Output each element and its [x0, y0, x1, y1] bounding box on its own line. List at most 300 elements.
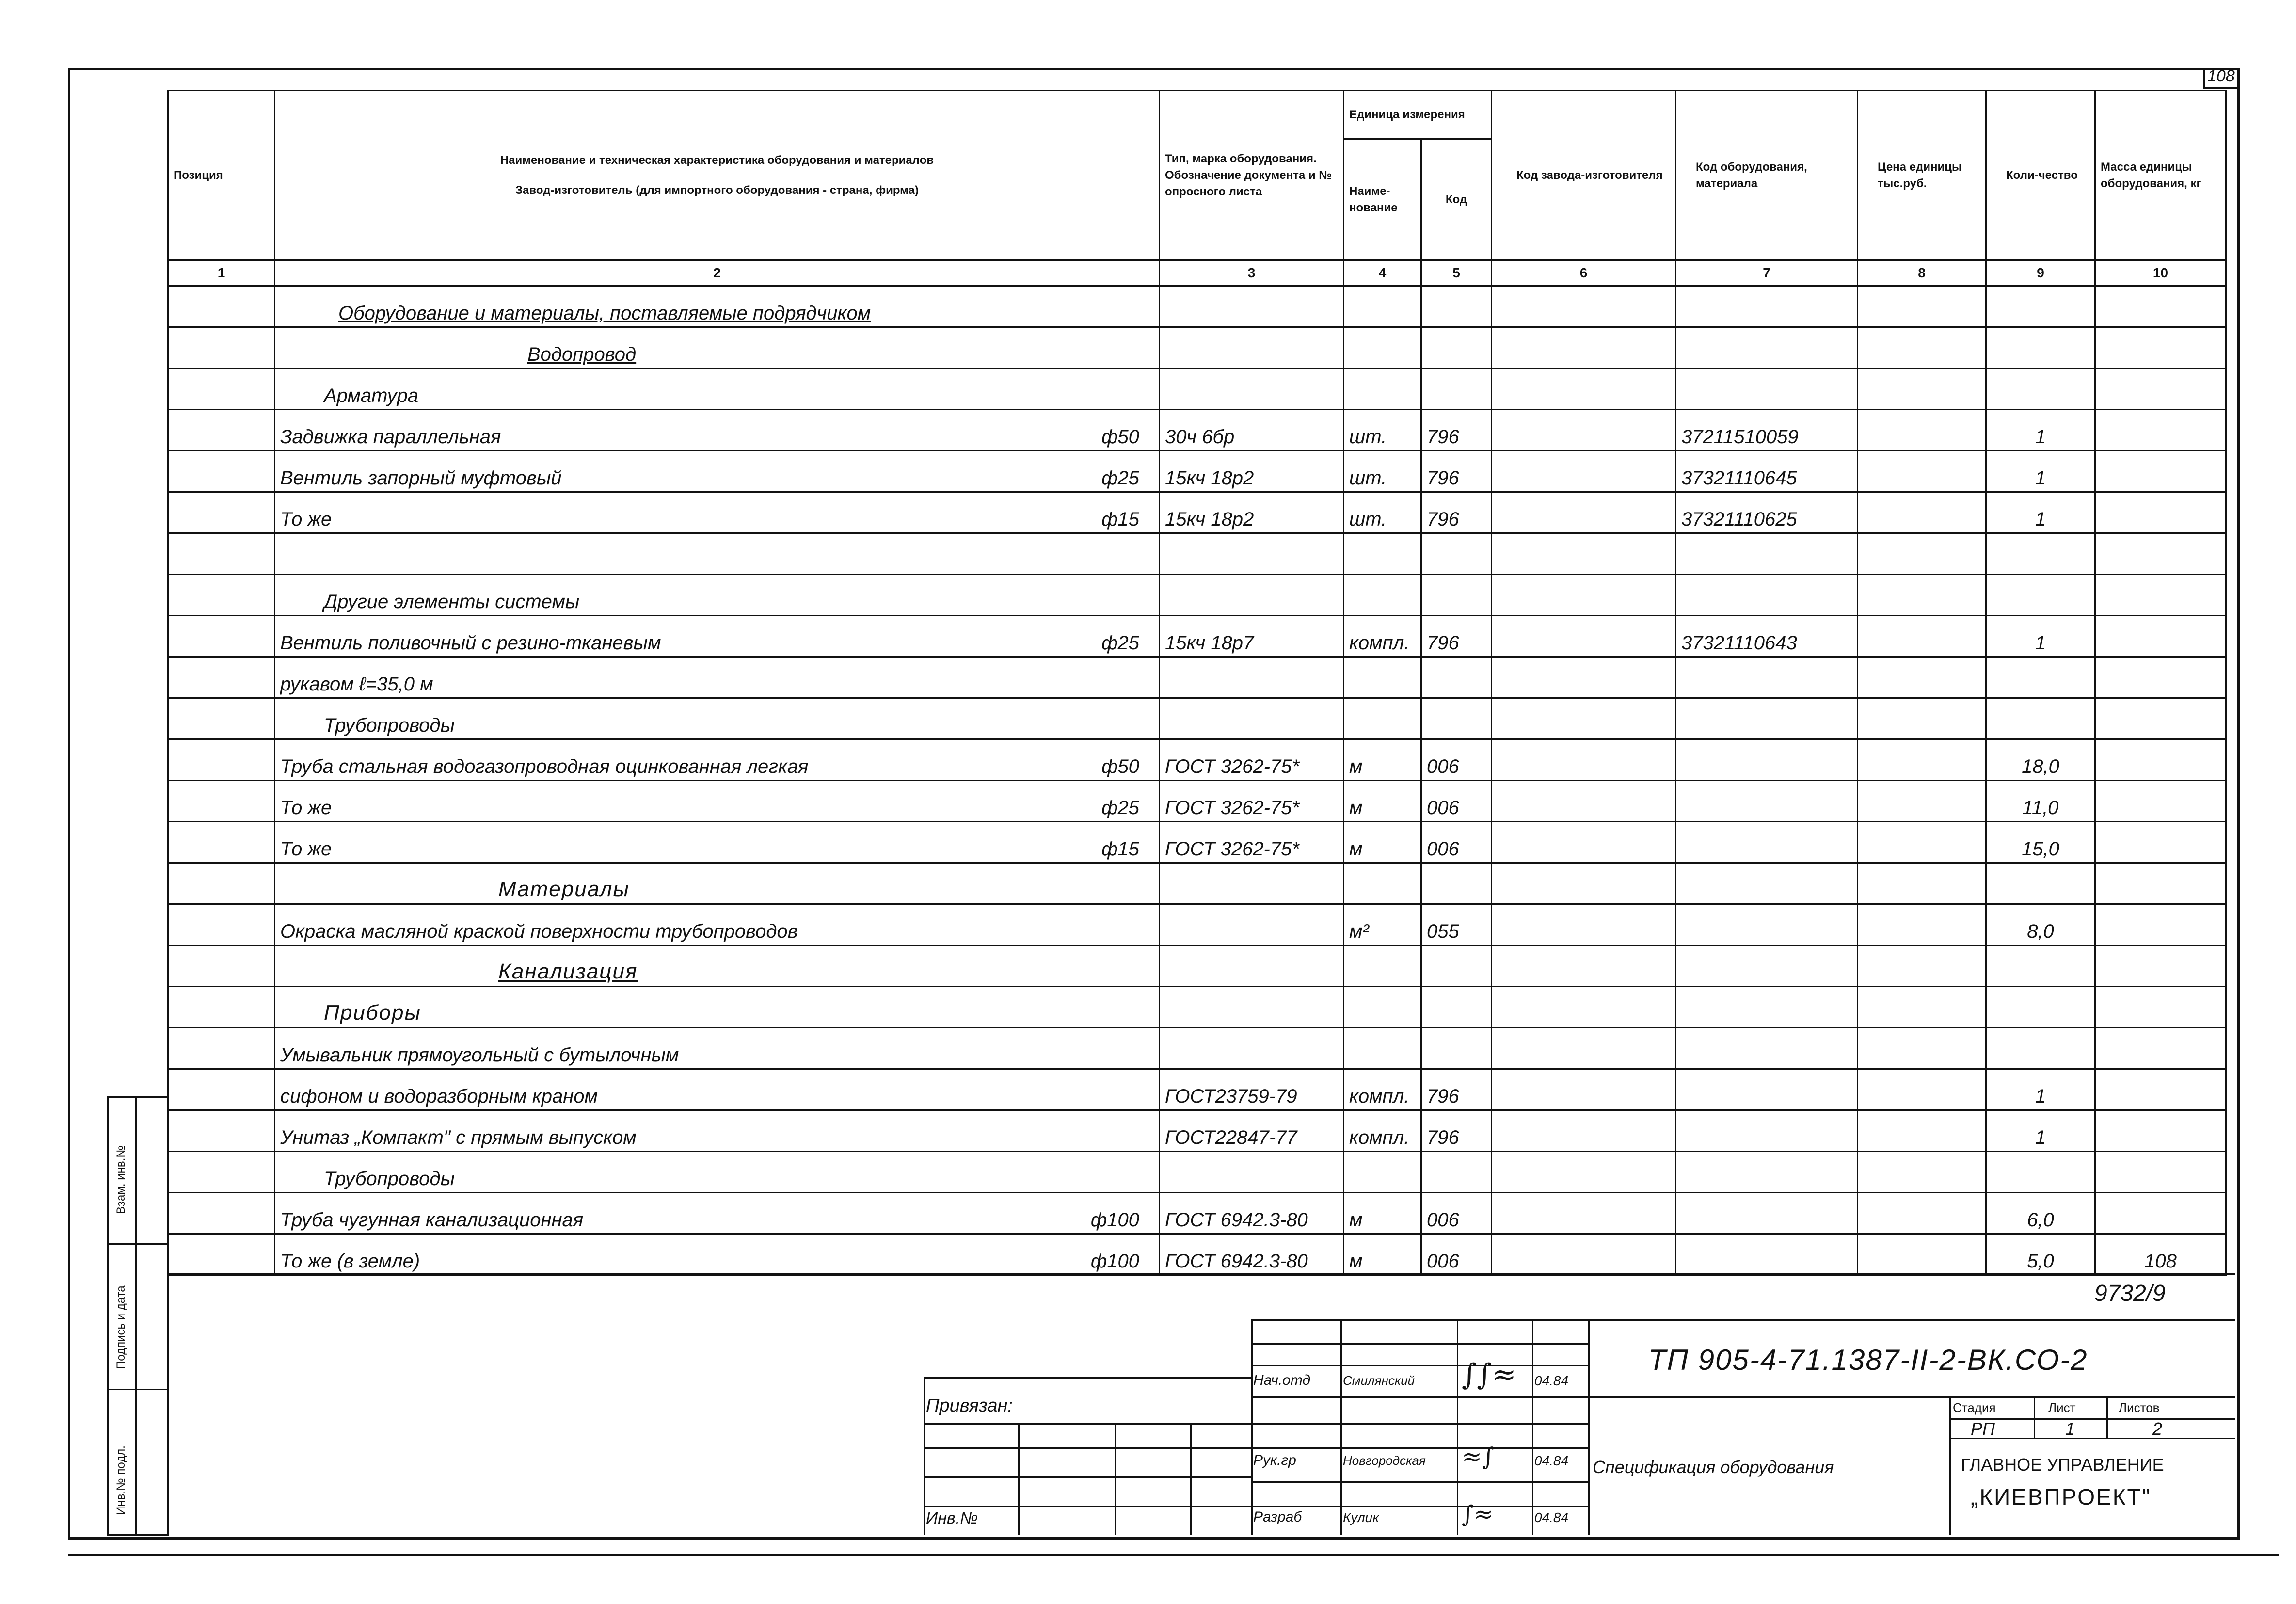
cell-unit [1344, 987, 1421, 1028]
cell-name [275, 781, 1160, 822]
cell-unit: м [1344, 739, 1421, 781]
cell-type: 15кч 18р2 [1160, 492, 1344, 533]
table-row [168, 616, 2226, 657]
sheet-title: Спецификация оборудования [1593, 1457, 1834, 1477]
inventory-label: Инв.№ [926, 1509, 978, 1527]
cell-mass [2095, 369, 2226, 410]
item-diameter: ф25 [1101, 467, 1139, 489]
cell-type [1160, 946, 1344, 987]
cell-price [1858, 1110, 1986, 1152]
cell-type: 15кч 18р7 [1160, 616, 1344, 657]
item-diameter: ф25 [1101, 632, 1139, 654]
table-row [168, 1069, 2226, 1110]
cell-price [1858, 492, 1986, 533]
item-name: Арматура [324, 385, 419, 406]
cell-price [1858, 698, 1986, 739]
cell-type [1160, 1028, 1344, 1069]
column-number: 3 [1160, 260, 1344, 286]
cell-position [168, 781, 275, 822]
cell-type [1160, 698, 1344, 739]
cell-position [168, 1110, 275, 1152]
cell-position [168, 1069, 275, 1110]
side-stamp-signature: Подпись и дата [114, 1285, 128, 1369]
item-name: Вентиль поливочный с резино-тканевым [280, 632, 661, 654]
cell-price [1858, 1152, 1986, 1193]
column-number: 1 [168, 260, 275, 286]
cell-unit: м [1344, 781, 1421, 822]
cell-price [1858, 822, 1986, 863]
cell-price [1858, 781, 1986, 822]
cell-name [275, 1110, 1160, 1152]
header-unit-code: Код [1421, 139, 1492, 260]
cell-mfr [1492, 369, 1676, 410]
cell-position [168, 1234, 275, 1275]
cell-name [275, 451, 1160, 492]
cell-mass [2095, 904, 2226, 946]
cell-name [275, 739, 1160, 781]
cell-matcode: 37211510059 [1676, 410, 1858, 451]
archive-number: 9732/9 [2094, 1281, 2166, 1306]
cell-unit [1344, 698, 1421, 739]
header-material-code: Код оборудования, материала [1676, 91, 1858, 260]
cell-qty: 11,0 [1986, 781, 2095, 822]
cell-mfr [1492, 575, 1676, 616]
side-stamp-vzam: Взам. инв.№ [114, 1145, 128, 1214]
cell-type: 15кч 18р2 [1160, 451, 1344, 492]
cell-qty [1986, 657, 2095, 698]
cell-code: 055 [1421, 904, 1492, 946]
cell-mass: 108 [2095, 1234, 2226, 1275]
cell-type: ГОСТ 3262-75* [1160, 781, 1344, 822]
item-diameter: ф100 [1090, 1251, 1139, 1272]
cell-mass [2095, 451, 2226, 492]
cell-code: 006 [1421, 781, 1492, 822]
item-name: Труба чугунная канализационная [280, 1209, 584, 1231]
cell-code [1421, 1028, 1492, 1069]
header-mfr-code: Код завода-изготовителя [1492, 91, 1676, 260]
cell-qty: 18,0 [1986, 739, 2095, 781]
cell-code [1421, 1152, 1492, 1193]
cell-type: ГОСТ 6942.3-80 [1160, 1234, 1344, 1275]
cell-mass [2095, 1152, 2226, 1193]
cell-code [1421, 286, 1492, 327]
cell-price [1858, 739, 1986, 781]
table-row [168, 1110, 2226, 1152]
cell-mass [2095, 946, 2226, 987]
cell-price [1858, 1028, 1986, 1069]
cell-matcode [1676, 327, 1858, 369]
side-stamp-inventory: Инв.№ подл. [114, 1445, 128, 1515]
cell-position [168, 533, 275, 575]
date-author: 04.84 [1534, 1510, 1569, 1525]
cell-matcode [1676, 987, 1858, 1028]
cell-price [1858, 863, 1986, 904]
cell-mfr [1492, 616, 1676, 657]
cell-matcode [1676, 863, 1858, 904]
cell-mfr [1492, 1028, 1676, 1069]
cell-matcode: 37321110645 [1676, 451, 1858, 492]
cell-name [275, 492, 1160, 533]
cell-unit: компл. [1344, 1110, 1421, 1152]
cell-mfr [1492, 286, 1676, 327]
cell-mfr [1492, 946, 1676, 987]
cell-unit [1344, 1152, 1421, 1193]
cell-unit: шт. [1344, 410, 1421, 451]
cell-code [1421, 533, 1492, 575]
cell-price [1858, 904, 1986, 946]
cell-name [275, 369, 1160, 410]
cell-mfr [1492, 327, 1676, 369]
organization-line2: „КИЕВПРОЕКТ" [1971, 1484, 2152, 1509]
sheet-number: 108 [2207, 67, 2235, 85]
cell-matcode [1676, 369, 1858, 410]
header-mass: Масса единицы оборудования, кг [2095, 91, 2226, 260]
date-group: 04.84 [1534, 1453, 1569, 1468]
cell-position [168, 451, 275, 492]
cell-mass [2095, 1069, 2226, 1110]
table-row [168, 327, 2226, 369]
cell-name [275, 946, 1160, 987]
cell-price [1858, 1234, 1986, 1275]
cell-name [275, 1028, 1160, 1069]
column-numbers-row [168, 260, 2226, 286]
column-number: 8 [1858, 260, 1986, 286]
item-diameter: ф25 [1101, 797, 1139, 818]
cell-mass [2095, 533, 2226, 575]
cell-mass [2095, 739, 2226, 781]
signature-group: ≈∫ [1462, 1443, 1495, 1471]
cell-mfr [1492, 987, 1676, 1028]
cell-matcode [1676, 657, 1858, 698]
cell-mfr [1492, 904, 1676, 946]
cell-price [1858, 1193, 1986, 1234]
cell-unit: компл. [1344, 1069, 1421, 1110]
table-row [168, 533, 2226, 575]
cell-matcode [1676, 1069, 1858, 1110]
cell-unit [1344, 533, 1421, 575]
cell-position [168, 739, 275, 781]
table-row [168, 904, 2226, 946]
cell-unit [1344, 327, 1421, 369]
organization-line1: ГЛАВНОЕ УПРАВЛЕНИЕ [1961, 1455, 2164, 1475]
cell-name [275, 286, 1160, 327]
table-header [168, 91, 2226, 286]
cell-qty [1986, 575, 2095, 616]
table-row [168, 781, 2226, 822]
cell-mfr [1492, 739, 1676, 781]
cell-qty: 1 [1986, 1110, 2095, 1152]
cell-price [1858, 657, 1986, 698]
cell-unit [1344, 657, 1421, 698]
cell-qty [1986, 1028, 2095, 1069]
cell-type [1160, 987, 1344, 1028]
cell-name [275, 616, 1160, 657]
cell-mfr [1492, 1110, 1676, 1152]
item-name: Вентиль запорный муфтовый [280, 467, 562, 489]
item-name: сифоном и водоразборным краном [280, 1086, 598, 1107]
cell-type: ГОСТ23759-79 [1160, 1069, 1344, 1110]
cell-position [168, 327, 275, 369]
cell-code [1421, 369, 1492, 410]
item-diameter: ф50 [1101, 756, 1139, 777]
cell-type: ГОСТ22847-77 [1160, 1110, 1344, 1152]
cell-position [168, 369, 275, 410]
column-number: 5 [1421, 260, 1492, 286]
cell-mass [2095, 657, 2226, 698]
cell-qty: 6,0 [1986, 1193, 2095, 1234]
item-diameter: ф100 [1090, 1209, 1139, 1231]
cell-code: 006 [1421, 1193, 1492, 1234]
sheet-label: Лист [2048, 1400, 2076, 1415]
cell-qty: 8,0 [1986, 904, 2095, 946]
cell-mass [2095, 1028, 2226, 1069]
specification-table [167, 90, 2227, 1276]
cell-qty [1986, 1152, 2095, 1193]
column-number: 6 [1492, 260, 1676, 286]
column-number: 2 [275, 260, 1160, 286]
header-type: Тип, марка оборудования. Обозначение документа и № опросного листа [1160, 91, 1344, 260]
column-number: 9 [1986, 260, 2095, 286]
cell-code: 796 [1421, 1069, 1492, 1110]
cell-matcode [1676, 904, 1858, 946]
cell-qty: 15,0 [1986, 822, 2095, 863]
table-row [168, 492, 2226, 533]
cell-mass [2095, 822, 2226, 863]
table-row [168, 369, 2226, 410]
cell-position [168, 822, 275, 863]
cell-mfr [1492, 533, 1676, 575]
cell-position [168, 657, 275, 698]
table-row [168, 657, 2226, 698]
item-name: То же (в земле) [280, 1251, 420, 1272]
cell-qty: 1 [1986, 1069, 2095, 1110]
cell-matcode: 37321110625 [1676, 492, 1858, 533]
table-row [168, 698, 2226, 739]
cell-price [1858, 369, 1986, 410]
table-row [168, 451, 2226, 492]
cell-code: 796 [1421, 410, 1492, 451]
cell-unit [1344, 286, 1421, 327]
cell-matcode [1676, 533, 1858, 575]
header-name [275, 91, 1160, 260]
cell-unit: м [1344, 822, 1421, 863]
signature-head: ∫∫≈ [1462, 1358, 1516, 1392]
sheet-value: 1 [2065, 1419, 2075, 1439]
column-number: 7 [1676, 260, 1858, 286]
cell-code: 796 [1421, 492, 1492, 533]
cell-name [275, 410, 1160, 451]
table-row [168, 987, 2226, 1028]
cell-type [1160, 863, 1344, 904]
cell-unit: м [1344, 1234, 1421, 1275]
item-name: рукавом ℓ=35,0 м [280, 674, 433, 695]
cell-code [1421, 863, 1492, 904]
cell-code: 006 [1421, 739, 1492, 781]
cell-mfr [1492, 863, 1676, 904]
cell-position [168, 863, 275, 904]
column-number: 4 [1344, 260, 1421, 286]
cell-mass [2095, 492, 2226, 533]
column-number: 10 [2095, 260, 2226, 286]
header-name-line2: Завод-изготовитель (для импортного оборудования - страна, фирма) [515, 183, 919, 197]
cell-type [1160, 657, 1344, 698]
header-unit: Единица измерения [1344, 91, 1492, 139]
cell-unit: шт. [1344, 451, 1421, 492]
cell-qty: 5,0 [1986, 1234, 2095, 1275]
cell-matcode: 37321110643 [1676, 616, 1858, 657]
cell-type [1160, 327, 1344, 369]
name-group: Новгородская [1343, 1453, 1426, 1468]
table-row [168, 1152, 2226, 1193]
cell-name [275, 533, 1160, 575]
cell-position [168, 1193, 275, 1234]
table-row [168, 1193, 2226, 1234]
table-row [168, 739, 2226, 781]
cell-mfr [1492, 822, 1676, 863]
item-name: Приборы [324, 1001, 421, 1025]
cell-matcode [1676, 739, 1858, 781]
cell-mass [2095, 575, 2226, 616]
cell-type [1160, 904, 1344, 946]
cell-price [1858, 575, 1986, 616]
item-name: Канализация [498, 960, 638, 983]
cell-mfr [1492, 781, 1676, 822]
table-row [168, 822, 2226, 863]
item-name: Задвижка параллельная [280, 426, 501, 448]
name-head: Смилянский [1343, 1373, 1415, 1388]
cell-mass [2095, 698, 2226, 739]
cell-unit [1344, 369, 1421, 410]
table-row [168, 1234, 2226, 1275]
stage-value: РП [1971, 1419, 1995, 1439]
item-name: Другие элементы системы [324, 591, 580, 612]
cell-code [1421, 946, 1492, 987]
cell-position [168, 1152, 275, 1193]
item-diameter: ф15 [1101, 838, 1139, 860]
cell-matcode [1676, 1028, 1858, 1069]
cell-matcode [1676, 575, 1858, 616]
table-row [168, 946, 2226, 987]
cell-code: 796 [1421, 1110, 1492, 1152]
cell-code [1421, 327, 1492, 369]
cell-price [1858, 410, 1986, 451]
role-author: Разраб [1253, 1509, 1302, 1525]
item-diameter: ф50 [1101, 426, 1139, 448]
cell-name [275, 327, 1160, 369]
cell-name [275, 1234, 1160, 1275]
cell-matcode [1676, 1152, 1858, 1193]
header-price: Цена единицы тыс.руб. [1858, 91, 1986, 260]
item-name: Материалы [498, 877, 630, 901]
cell-unit: м² [1344, 904, 1421, 946]
cell-mfr [1492, 1234, 1676, 1275]
cell-code [1421, 657, 1492, 698]
cell-unit [1344, 863, 1421, 904]
document-code: ТП 905-4-71.1387-II-2-ВК.СО-2 [1648, 1344, 2088, 1376]
cell-price [1858, 1069, 1986, 1110]
cell-name [275, 1193, 1160, 1234]
cell-unit: м [1344, 1193, 1421, 1234]
item-diameter: ф15 [1101, 509, 1139, 530]
cell-position [168, 1028, 275, 1069]
table-row [168, 410, 2226, 451]
cell-qty [1986, 327, 2095, 369]
cell-price [1858, 987, 1986, 1028]
cell-code: 006 [1421, 822, 1492, 863]
item-name: То же [280, 797, 332, 818]
cell-type [1160, 286, 1344, 327]
cell-name [275, 698, 1160, 739]
cell-mfr [1492, 451, 1676, 492]
cell-matcode [1676, 698, 1858, 739]
cell-qty [1986, 946, 2095, 987]
header-name-line1: Наименование и техническая характеристика оборудования и материалов [500, 153, 934, 167]
cell-mfr [1492, 698, 1676, 739]
cell-qty: 1 [1986, 492, 2095, 533]
cell-mass [2095, 327, 2226, 369]
side-stamp [107, 1096, 169, 1536]
signature-author: ∫≈ [1462, 1501, 1494, 1528]
cell-qty [1986, 533, 2095, 575]
sheets-value: 2 [2152, 1419, 2163, 1439]
cell-unit [1344, 946, 1421, 987]
cell-mfr [1492, 1193, 1676, 1234]
cell-position [168, 946, 275, 987]
cell-qty [1986, 286, 2095, 327]
cell-position [168, 987, 275, 1028]
cell-mass [2095, 410, 2226, 451]
item-name: Оборудование и материалы, поставляемые подрядчиком [338, 303, 871, 324]
cell-type: 30ч 6бр [1160, 410, 1344, 451]
item-name: Унитаз „Компакт" с прямым выпуском [280, 1127, 637, 1148]
cell-price [1858, 616, 1986, 657]
name-author: Кулик [1343, 1510, 1379, 1525]
cell-mfr [1492, 410, 1676, 451]
header-unit-name: Наиме-нование [1344, 139, 1421, 260]
item-name: Трубопроводы [324, 715, 455, 736]
cell-qty [1986, 369, 2095, 410]
cell-mass [2095, 863, 2226, 904]
table-body [168, 286, 2226, 1275]
cell-name [275, 904, 1160, 946]
cell-price [1858, 327, 1986, 369]
cell-name [275, 657, 1160, 698]
cell-mass [2095, 286, 2226, 327]
cell-price [1858, 451, 1986, 492]
cell-type [1160, 1152, 1344, 1193]
cell-qty [1986, 863, 2095, 904]
role-head: Нач.отд [1253, 1372, 1311, 1388]
stage-label: Стадия [1953, 1400, 1996, 1415]
privyazan-label: Привязан: [926, 1395, 1013, 1416]
cell-unit [1344, 1028, 1421, 1069]
table-row [168, 286, 2226, 327]
item-name: Труба стальная водогазопроводная оцинкованная легкая [280, 756, 809, 777]
cell-code: 796 [1421, 616, 1492, 657]
cell-name [275, 822, 1160, 863]
cell-qty: 1 [1986, 616, 2095, 657]
cell-name [275, 863, 1160, 904]
cell-position [168, 410, 275, 451]
cell-position [168, 492, 275, 533]
cell-code: 006 [1421, 1234, 1492, 1275]
cell-mfr [1492, 1069, 1676, 1110]
cell-mass [2095, 616, 2226, 657]
cell-code: 796 [1421, 451, 1492, 492]
cell-name [275, 1152, 1160, 1193]
cell-qty [1986, 987, 2095, 1028]
cell-position [168, 698, 275, 739]
